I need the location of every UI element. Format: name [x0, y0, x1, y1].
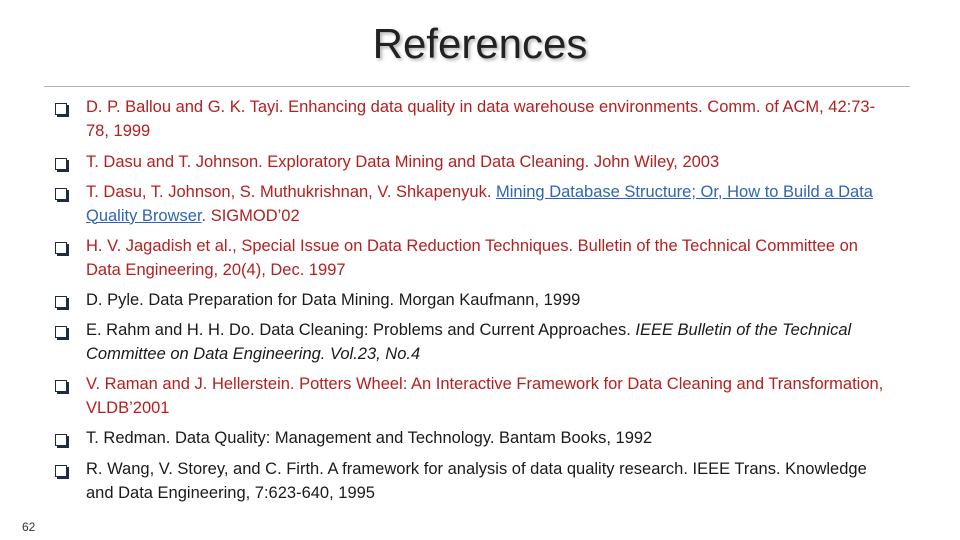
reference-authors: T. Dasu, T. Johnson, S. Muthukrishnan, V. Shkapenyuk. [86, 183, 496, 201]
checkbox-bullet-icon [55, 158, 67, 170]
page-number: 62 [22, 520, 36, 534]
reference-text [86, 181, 886, 228]
reference-text: T. Dasu and T. Johnson. Exploratory Data Mining and Data Cleaning. John Wiley, 2003 [86, 153, 720, 171]
reference-text: H. V. Jagadish et al., Special Issue on Data Reduction Techniques. Bulletin of the Technical Committee on Data Engineering, 20(4), Dec. 1997 [86, 237, 858, 279]
checkbox-bullet-icon [55, 465, 67, 477]
reference-text: V. Raman and J. Hellerstein. Potters Wheel: An Interactive Framework for Data Cleaning and Transformation, VLDB’2001 [86, 375, 884, 417]
reference-main: E. Rahm and H. H. Do. Data Cleaning: Problems and Current Approaches. [86, 321, 636, 339]
checkbox-bullet-icon [55, 103, 67, 115]
slide-title: References [372, 20, 588, 67]
reference-link[interactable]: Mining Database Structure; Or, How to Build a Data Quality Browser [86, 183, 873, 225]
checkbox-bullet-icon [55, 296, 67, 308]
checkbox-bullet-icon [55, 380, 67, 392]
checkbox-bullet-icon [55, 326, 67, 338]
reference-text: D. Pyle. Data Preparation for Data Mining. Morgan Kaufmann, 1999 [86, 291, 581, 309]
reference-text [86, 319, 886, 366]
reference-text: D. P. Ballou and G. K. Tayi. Enhancing data quality in data warehouse environments. Comm. of ACM, 42:73-78, 1999 [86, 98, 876, 140]
reference-journal: IEEE Bulletin of the Technical Committee on Data Engineering. Vol.23, No.4 [86, 321, 852, 363]
reference-text: R. Wang, V. Storey, and C. Firth. A framework for analysis of data quality research. IEEE Trans. Knowledge and Data Engineering, 7:623-640, 1995 [86, 460, 867, 502]
reference-venue: . SIGMOD’02 [201, 206, 300, 225]
checkbox-bullet-icon [55, 242, 67, 254]
checkbox-bullet-icon [55, 188, 67, 200]
reference-text: T. Redman. Data Quality: Management and Technology. Bantam Books, 1992 [86, 429, 653, 447]
checkbox-bullet-icon [55, 434, 67, 446]
